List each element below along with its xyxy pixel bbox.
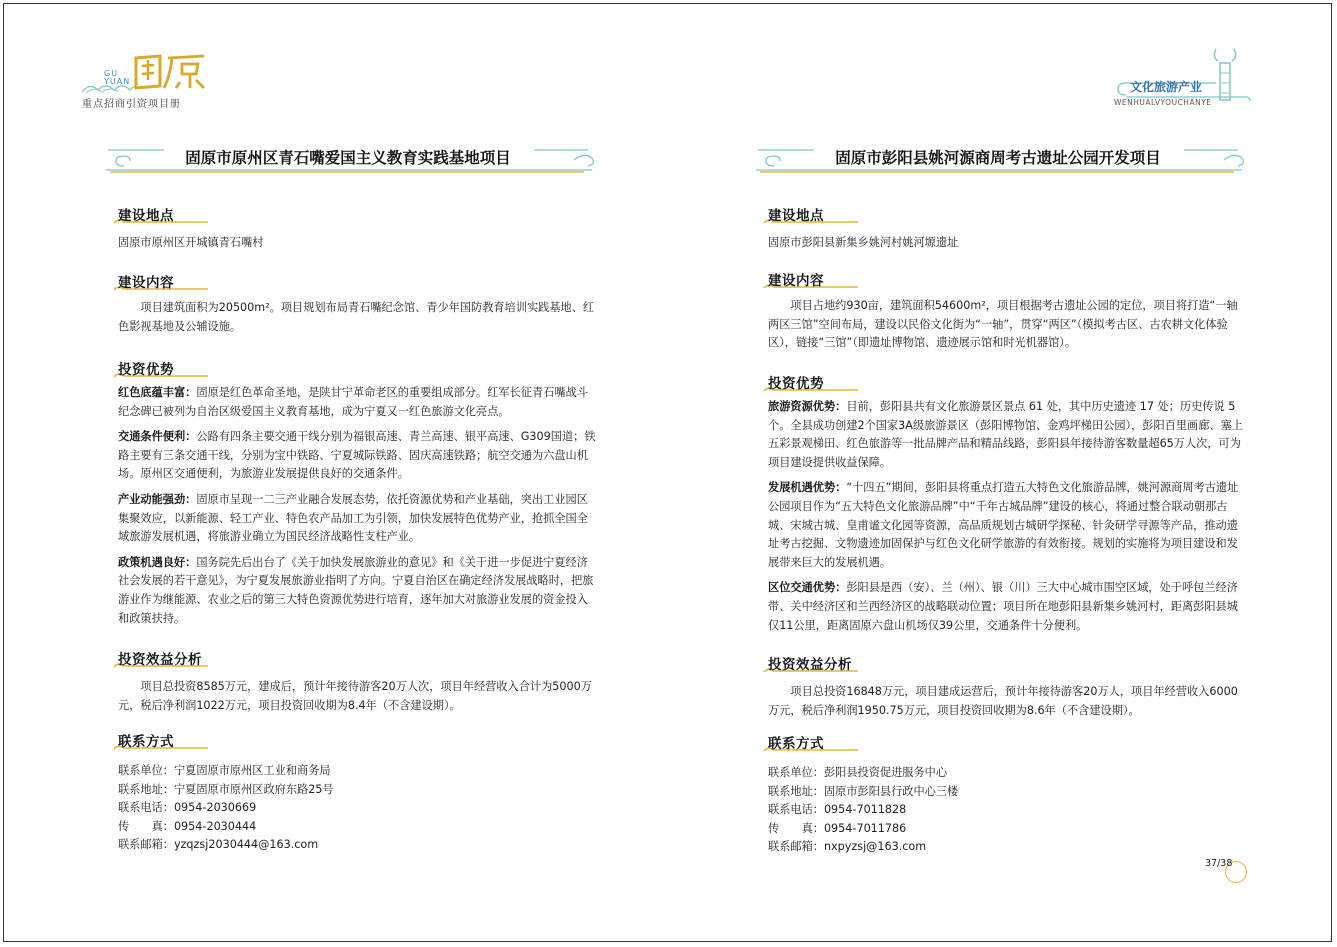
left-content-section — [118, 271, 598, 336]
advantage-item: 交通条件便利：公路有四条主要交通干线分别为福银高速、青兰高速、银平高速、G309国道；铁路主要有三条交通干线，分别为宝中铁路、宁夏城际铁路、固庆高速铁路；航空交通为六盘山机场。原州区交通便利，为旅游业发展提供良好的交通条件。 — [118, 430, 596, 481]
advantage-item: 政策机遇良好：国务院先后出台了《关于加快发展旅游业的意见》和《关于进一步促进宁夏经济社会发展的若干意见》，为宁夏发展旅游业指明了方向。宁夏自治区在确定经济发展战略时，把旅游业作为继能源、农业之后的第三大特色资源优势进行培育，逐年加大对旅游业发展的资金投入和政策扶持。 — [118, 555, 594, 625]
location-text: 固原市彭阳县新集乡姚河村姚河塬遗址 — [768, 236, 959, 249]
sector-title-pinyin: WENHUALVYOUCHANYE — [1114, 98, 1212, 107]
location-heading: 建设地点 — [768, 208, 824, 224]
right-content-section — [768, 269, 1248, 353]
contact-email: 联系邮箱：nxpyzsj@163.com — [768, 840, 927, 854]
advantage-heading: 投资优势 — [768, 376, 824, 392]
page-number: 37/38 — [1205, 858, 1233, 869]
advantage-item: 产业动能强劲：固原市呈现一二三产业融合发展态势，依托资源优势和产业基础，突出工业园区集聚效应，以新能源、轻工产业、特色农产品加工为引领，加快发展特色优势产业，抢抓全国全域旅游发展机遇，将旅游业确立为国民经济战略性支柱产业。 — [118, 492, 588, 544]
left-title-bar — [104, 140, 604, 174]
benefit-text: 项目总投资16848万元，项目建成运营后，预计年接待游客20万人，项目年经营收入6000万元，税后净利润1950.75万元，项目投资回收期为8.6年（不含建设期）。 — [768, 685, 1238, 717]
contact-email: 联系邮箱：yzqzsj2030444@163.com — [118, 838, 319, 852]
calligraphy-logo-icon — [130, 52, 210, 92]
right-advantage-section — [768, 372, 1248, 635]
left-project-title: 固原市原州区青石嘴爱国主义教育实践基地项目 — [185, 149, 511, 167]
content-heading: 建设内容 — [118, 275, 174, 291]
advantage-item: 区位交通优势：彭阳县是西（安）、兰（州）、银（川）三大中心城市围空区域，处于呼包兰经济带、关中经济区和兰西经济区的战略联动位置；项目所在地彭阳县新集乡姚河村，距离彭阳县城仅11公里，距离固原六盘山机场仅39公里，交通条件十分便利。 — [768, 581, 1238, 632]
right-benefit-section — [768, 653, 1248, 720]
contact-phone: 联系电话：0954-2030669 — [118, 801, 257, 815]
benefit-heading: 投资效益分析 — [768, 657, 852, 673]
sector-badge — [1112, 45, 1252, 110]
contact-heading: 联系方式 — [118, 734, 174, 750]
content-text: 项目建筑面积为20500m²。项目规划布局青石嘴纪念馆、青少年国防教育培训实践基地、红色影视基地及公辅设施。 — [118, 301, 595, 333]
left-location-section — [118, 204, 598, 253]
contact-heading: 联系方式 — [768, 736, 824, 752]
contact-phone: 联系电话：0954-7011828 — [768, 803, 907, 817]
contact-fax: 传 真：0954-2030444 — [118, 819, 257, 833]
benefit-heading: 投资效益分析 — [118, 652, 202, 668]
advantage-item: 发展机遇优势：“十四五”期间，彭阳县将重点打造五大特色文化旅游品牌，姚河源商周考古遗址公园项目作为“五大特色文化旅游品牌”中“千年古城品牌”建设的核心，将通过整合联动朝那古城、宋城古城、皇甫谧文化园等资源，高品质规划古城研学探秘、针灸研学寻源等产品，推动遗址考古挖掘、文物遗迹加固保护与红色文化研学旅游的有效衔接。规划的实施将为项目建设和发展带来巨大的发展机遇。 — [768, 481, 1239, 569]
right-location-section — [768, 204, 1248, 253]
left-contact-section — [118, 730, 598, 855]
right-title-bar — [754, 140, 1254, 174]
contact-address: 联系地址：固原市彭阳县行政中心三楼 — [768, 784, 959, 798]
advantage-item: 红色底蕴丰富：固原是红色革命圣地，是陕甘宁革命老区的重要组成部分。红军长征青石嘴战斗纪念碑已被列为自治区级爱国主义教育基地，成为宁夏又一红色旅游文化亮点。 — [118, 386, 588, 418]
location-text: 固原市原州区开城镇青石嘴村 — [118, 236, 264, 249]
logo-latin: GU YUAN — [104, 69, 131, 86]
advantage-heading: 投资优势 — [118, 362, 174, 378]
sector-title: 文化旅游产业 — [1130, 80, 1203, 94]
advantage-item: 旅游资源优势：目前，彭阳县共有文化旅游景区景点 61 处，其中历史遗迹 17 处；历史传说 5 个。全县成功创建2个国家3A级旅游景区（彭阳博物馆、金鸡坪梯田公园），彭阳百里画廊、塞上五彩景观梯田、红色旅游等一批品牌产品和精品线路，彭阳县年接待游客数量超65万人次，可为项目建设提供收益保障。 — [768, 400, 1243, 469]
right-project — [748, 140, 1248, 854]
contact-address: 联系地址：宁夏固原市原州区政府东路25号 — [118, 782, 334, 796]
left-advantage-section — [118, 358, 598, 628]
benefit-text: 项目总投资8585万元，建成后，预计年接待游客20万人次，项目年经营收入合计为5000万元，税后净利润1022万元，项目投资回收期为8.4年（不含建设期）。 — [118, 680, 592, 712]
location-heading: 建设地点 — [118, 208, 174, 224]
left-benefit-section — [118, 648, 598, 715]
catalog-title: 重点招商引资项目册 — [82, 99, 181, 110]
right-project-title: 固原市彭阳县姚河源商周考古遗址公园开发项目 — [835, 149, 1161, 167]
contact-fax: 传 真：0954-7011786 — [768, 821, 907, 835]
content-text: 项目占地约930亩，建筑面积54600m²，项目根据考古遗址公园的定位，项目将打造“一轴两区三馆”空间布局，建设以民俗文化街为“一轴”，贯穿“两区”（模拟考古区、古农耕文化体验区），链接“三馆”（即遗址博物馆、遗迹展示馆和时光机器馆）。 — [768, 299, 1238, 350]
left-project — [98, 140, 598, 852]
contact-unit: 联系单位：彭阳县投资促进服务中心 — [768, 766, 948, 779]
contact-unit: 联系单位：宁夏固原市原州区工业和商务局 — [118, 764, 331, 777]
content-heading: 建设内容 — [768, 273, 824, 289]
right-contact-section — [768, 732, 1248, 857]
